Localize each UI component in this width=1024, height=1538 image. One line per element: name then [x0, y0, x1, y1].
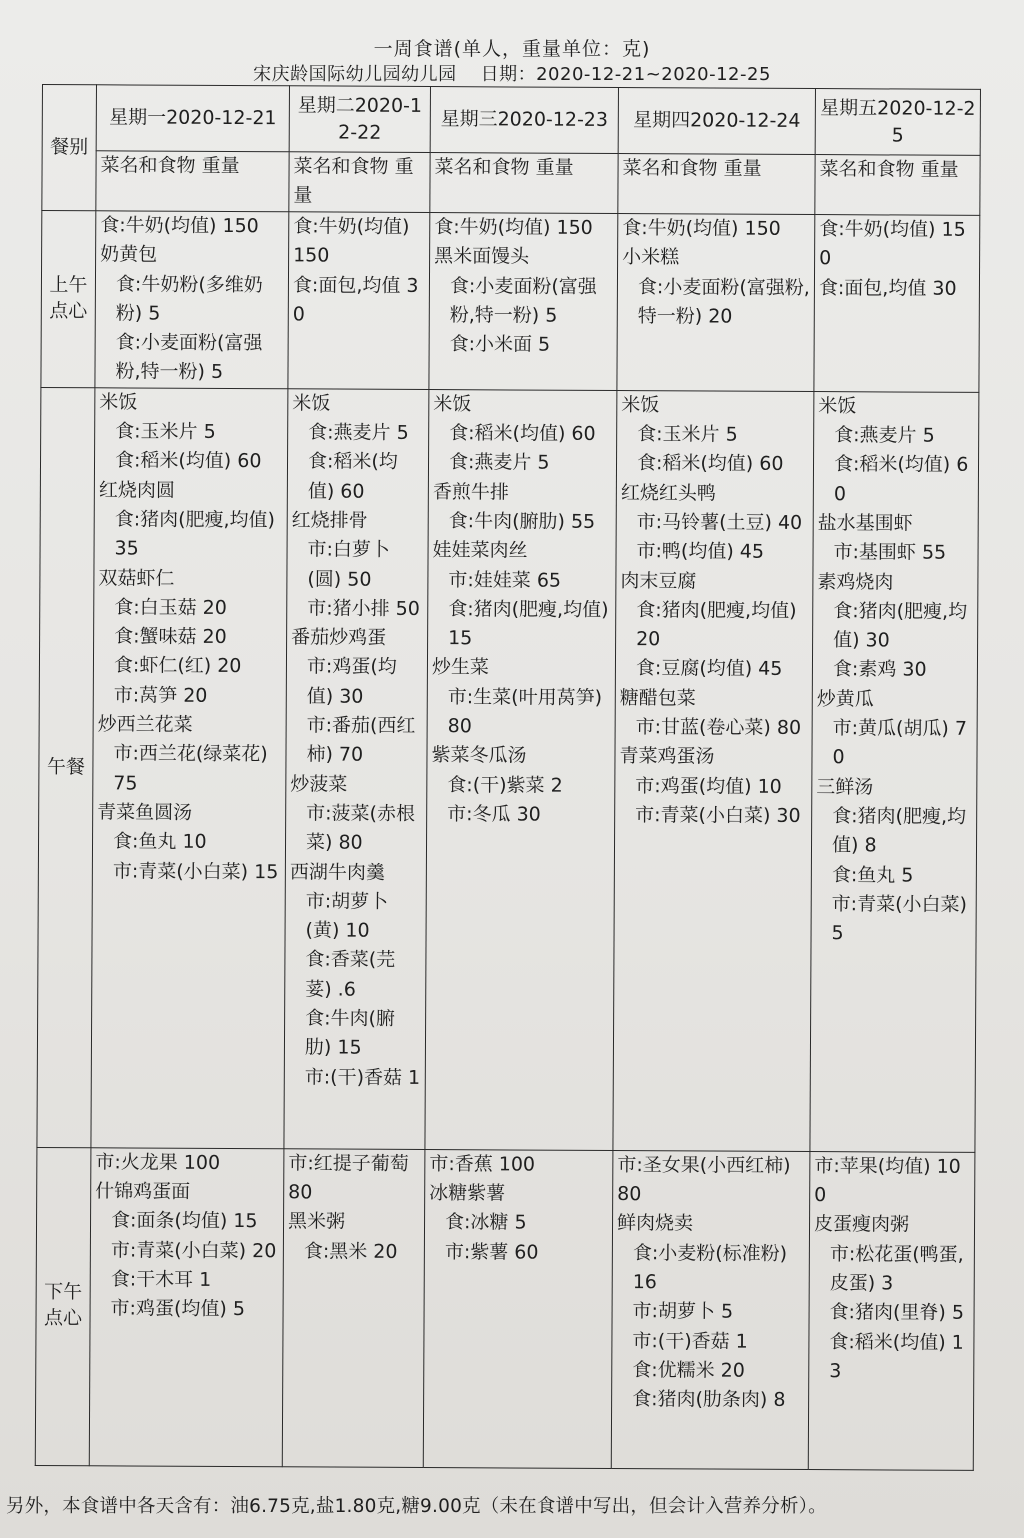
ingredient-line: 食:玉米片 5: [637, 423, 738, 446]
ingredient-line: 食:白玉菇 20: [114, 596, 227, 619]
ingredient-line: 市:青菜(小白菜) 20: [110, 1239, 277, 1262]
menu-cell: [810, 391, 979, 1152]
meal-row-morning-snack: [41, 211, 980, 393]
column-subheader: 菜名和食物 重量: [96, 151, 289, 212]
day-header: 星期五2020-12-25: [815, 89, 980, 156]
ingredient-line: 食:小麦面粉(富强粉,特一粉) 20: [637, 275, 810, 328]
menu-cell: [613, 390, 814, 1151]
dish-name: 糖醋包菜: [619, 686, 696, 710]
dish-name: 食:牛奶(均值) 150: [819, 218, 966, 270]
ingredient-line: 市:鸡蛋(均值) 10: [635, 774, 782, 798]
column-subheader-row: [42, 151, 980, 216]
ingredient-line: 市:白萝卜(圆) 50: [307, 538, 391, 591]
ingredient-line: 市:鸡蛋(均值) 5: [110, 1297, 246, 1321]
dish-name: 青菜鱼圆汤: [97, 801, 193, 824]
ingredient-line: 市:西兰花(绿菜花) 75: [113, 742, 268, 795]
dish-name: 红烧肉圆: [98, 478, 175, 502]
dish-name: 番茄炒鸡蛋: [291, 626, 387, 649]
ingredient-line: 市:马铃薯(土豆) 40: [636, 511, 803, 534]
ingredient-line: 市:甘蓝(卷心菜) 80: [635, 716, 802, 740]
dish-name: 米饭: [433, 392, 472, 416]
ingredient-line: 市:胡萝卜(黄) 10: [305, 890, 389, 942]
dish-name: 香煎牛排: [432, 480, 509, 504]
ingredient-line: 市:娃娃菜 65: [448, 568, 562, 592]
menu-cell: [282, 1149, 425, 1468]
dish-name: 双菇虾仁: [98, 566, 175, 590]
footer-note: 另外，本食谱中各天含有：油6.75克,盐1.80克,糖9.00克（未在食谱中写出，但会计入营养分析）。: [6, 1496, 827, 1517]
ingredient-line: 市:冬瓜 30: [447, 803, 541, 826]
menu-cell: [429, 213, 618, 391]
ingredient-line: 市:青菜(小白菜) 5: [831, 892, 968, 945]
dish-name: 冰糖紫薯: [429, 1182, 506, 1205]
dish-name: 红烧红头鸭: [620, 481, 716, 505]
ingredient-line: 食:虾仁(红) 20: [113, 654, 242, 678]
ingredient-line: 食:小麦面粉(富强粉,特一粉) 5: [115, 331, 263, 384]
dish-name: 紫菜冬瓜汤: [431, 744, 527, 767]
ingredient-line: 食:稻米(均值) 60: [114, 449, 262, 473]
day-header: 星期三2020-12-23: [430, 87, 618, 154]
school-name: 宋庆龄国际幼儿园幼儿园: [253, 64, 457, 85]
meal-label: 午餐: [37, 387, 95, 1147]
ingredient-line: 市:青菜(小白菜) 15: [112, 859, 279, 883]
dish-name: 市:圣女果(小西红柿) 80: [617, 1153, 791, 1206]
ingredient-line: 食:稻米(均值) 60: [307, 450, 398, 503]
ingredient-line: 市:生菜(叶用莴笋) 80: [447, 685, 603, 738]
dish-name: 三鲜汤: [816, 775, 874, 799]
dish-name: 食:牛奶(均值) 150: [622, 217, 781, 240]
ingredient-line: 食:优糯米 20: [632, 1358, 745, 1382]
ingredient-line: 食:小麦粉(标准粉) 16: [632, 1241, 788, 1294]
dish-name: 西湖牛肉羹: [289, 860, 385, 884]
menu-cell: [814, 215, 980, 393]
menu-cell: [423, 1149, 613, 1468]
ingredient-line: 食:猪肉(肥瘦,均值) 15: [448, 597, 609, 650]
menu-cell: [89, 1148, 284, 1467]
ingredient-line: 食:猪肉(肥瘦,均值) 35: [114, 508, 276, 560]
day-header: 星期一2020-12-21: [96, 85, 289, 152]
ingredient-line: 食:香菜(芫荽) .6: [305, 948, 396, 1001]
dish-name: 食:牛奶(均值) 150: [293, 215, 410, 267]
ingredient-line: 市:青菜(小白菜) 30: [635, 804, 801, 827]
dish-name: 米饭: [99, 391, 138, 414]
dish-name: 黑米粥: [287, 1210, 346, 1233]
ingredient-line: 食:猪肉(肋条肉) 8: [632, 1388, 786, 1412]
dish-name: 炒黄瓜: [816, 687, 874, 711]
menu-cell: [425, 389, 617, 1150]
column-subheader: 菜名和食物 重量: [815, 155, 980, 216]
dish-name: 肉末豆腐: [620, 569, 697, 592]
dish-name: 红烧排骨: [291, 509, 368, 532]
meal-row-lunch: [37, 387, 979, 1152]
ingredient-line: 市:猪小排 50: [307, 597, 420, 620]
ingredient-line: 食:猪肉(肥瘦,均值) 20: [636, 598, 797, 651]
dish-name: 什锦鸡蛋面: [95, 1180, 191, 1203]
column-subheader: 菜名和食物 重量: [618, 154, 815, 215]
meal-label: 下午点心: [35, 1147, 91, 1465]
column-subheader: 菜名和食物 重量: [430, 153, 618, 214]
dish-name: 素鸡烧肉: [817, 570, 894, 594]
ingredient-line: 市:鸭(均值) 45: [636, 540, 765, 564]
ingredient-line: 食:稻米(均值) 60: [449, 422, 596, 445]
dish-name: 市:苹果(均值) 100: [814, 1154, 961, 1207]
date-range: 日期：2020-12-21~2020-12-25: [480, 64, 771, 85]
ingredient-line: 市:菠菜(赤根菜) 80: [305, 802, 416, 854]
ingredient-line: 市:鸡蛋(均值) 30: [306, 655, 397, 708]
weekly-menu-table: [35, 84, 981, 1471]
ingredient-line: 食:燕麦片 5: [308, 421, 409, 445]
ingredient-line: 市:紫薯 60: [444, 1240, 539, 1264]
ingredient-line: 市:番茄(西红柿) 70: [306, 714, 416, 767]
ingredient-line: 食:干木耳 1: [110, 1268, 212, 1291]
ingredient-line: 食:稻米(均值) 13: [829, 1330, 964, 1383]
dish-name: 市:香蕉 100: [429, 1152, 536, 1176]
ingredient-line: 食:豆腐(均值) 45: [635, 657, 783, 681]
dish-name: 市:火龙果 100: [95, 1151, 221, 1174]
ingredient-line: 食:稻米(均值) 60: [636, 452, 784, 476]
dish-name: 炒生菜: [431, 656, 490, 679]
dish-name: 娃娃菜肉丝: [432, 539, 528, 562]
ingredient-line: 食:牛肉(腑肋) 55: [448, 510, 596, 533]
day-header: 星期四2020-12-24: [618, 88, 815, 155]
ingredient-line: 食:牛肉(腑肋) 15: [304, 1007, 395, 1059]
ingredient-line: 食:稻米(均值) 60: [833, 453, 969, 505]
dish-name: 食:面包,均值 30: [818, 276, 957, 300]
ingredient-line: 食:小麦面粉(富强粉,特一粉) 5: [449, 274, 597, 327]
ingredient-line: 食:鱼丸 5: [831, 863, 914, 887]
meal-label: 上午点心: [41, 211, 96, 388]
ingredient-line: 食:燕麦片 5: [448, 451, 550, 475]
ingredient-line: 市:松花蛋(鸭蛋,皮蛋) 3: [829, 1242, 964, 1295]
dish-name: 盐水基围虾: [817, 512, 913, 535]
ingredient-line: 市:黄瓜(胡瓜) 70: [832, 717, 968, 769]
dish-name: 鲜肉烧卖: [616, 1212, 694, 1235]
column-subheader: 菜名和食物 重量: [289, 152, 430, 213]
menu-cell: [808, 1151, 975, 1470]
ingredient-line: 食:猪肉(肥瘦,均值) 30: [833, 600, 968, 652]
dish-name: 青菜鸡蛋汤: [619, 745, 715, 768]
menu-cell: [95, 211, 289, 389]
meal-column-header: 餐别: [42, 85, 97, 211]
ingredient-line: 食:鱼丸 10: [112, 830, 207, 854]
meal-row-afternoon-snack: [35, 1147, 975, 1470]
ingredient-line: 食:黑米 20: [303, 1240, 398, 1263]
menu-cell: [91, 388, 288, 1149]
menu-cell: [617, 214, 815, 392]
day-header: 星期二2020-12-22: [289, 86, 430, 153]
menu-cell: [288, 212, 430, 390]
dish-name: 食:牛奶(均值) 150: [434, 216, 593, 239]
menu-cell: [611, 1150, 810, 1469]
dish-name: 米饭: [818, 394, 857, 418]
ingredient-line: 食:面条(均值) 15: [110, 1209, 258, 1233]
ingredient-line: 食:素鸡 30: [832, 658, 927, 682]
dish-name: 米饭: [292, 392, 331, 415]
ingredient-line: 食:(干)紫菜 2: [447, 773, 563, 797]
dish-name: 小米糕: [622, 246, 680, 269]
ingredient-line: 市:基围虾 55: [833, 541, 947, 565]
dish-name: 食:牛奶(均值) 150: [100, 214, 259, 238]
ingredient-line: 食:蟹味菇 20: [114, 625, 227, 649]
ingredient-line: 食:猪肉(里脊) 5: [829, 1301, 964, 1325]
ingredient-line: 食:燕麦片 5: [834, 424, 935, 447]
ingredient-line: 食:玉米片 5: [115, 420, 216, 443]
page-subtitle: [0, 60, 1024, 86]
dish-name: 市:红提子葡萄 80: [288, 1152, 409, 1204]
dish-name: 食:面包,均值 30: [292, 273, 419, 326]
ingredient-line: 市:(干)香菇 1: [632, 1329, 748, 1353]
dish-name: 米饭: [621, 393, 660, 417]
day-header-row: [42, 85, 980, 156]
ingredient-line: 市:胡萝卜 5: [632, 1300, 734, 1323]
ingredient-line: 食:牛奶粉(多维奶粉) 5: [115, 272, 263, 325]
page-title: 一周食谱(单人，重量单位：克): [373, 38, 651, 60]
ingredient-line: 食:冰糖 5: [444, 1211, 527, 1234]
dish-name: 皮蛋瘦肉粥: [813, 1213, 910, 1236]
dish-name: 奶黄包: [100, 243, 158, 266]
ingredient-line: 市:莴笋 20: [113, 684, 208, 707]
dish-name: 黑米面馒头: [434, 245, 530, 268]
dish-name: 炒菠菜: [290, 772, 348, 796]
ingredient-line: 食:小米面 5: [449, 333, 551, 356]
menu-cell: [284, 389, 429, 1150]
dish-name: 炒西兰花菜: [97, 713, 193, 736]
ingredient-line: 食:猪肉(肥瘦,均值) 8: [831, 805, 967, 857]
ingredient-line: 市:(干)香菇 1: [304, 1065, 421, 1089]
